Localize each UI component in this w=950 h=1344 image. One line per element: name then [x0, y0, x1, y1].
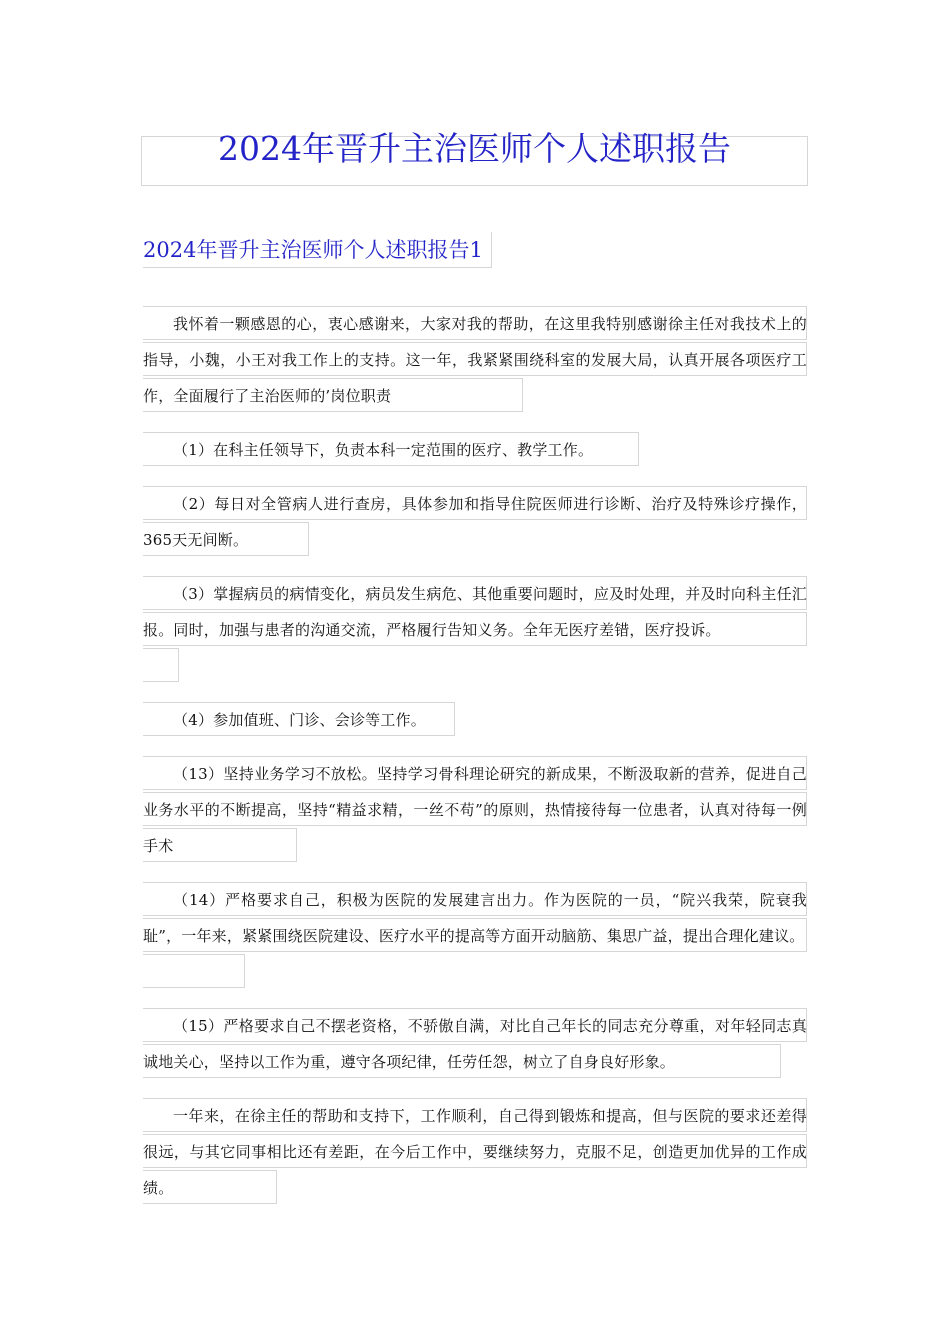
- paragraph-item-13: （13）坚持业务学习不放松。坚持学习骨科理论研究的新成果，不断汲取新的营养，促进自己业务水平的不断提高，坚持“精益求精，一丝不苟”的原则，热情接待每一位患者，认真对待每一例手术: [143, 765, 807, 855]
- document-title: 2024年晋升主治医师个人述职报告: [218, 129, 731, 168]
- paragraph-item-14: （14）严格要求自己，积极为医院的发展建言出力。作为医院的一员，“院兴我荣，院衰我耻”，一年来，紧紧围绕医院建设、医疗水平的提高等方面开动脑筋、集思广益，提出合理化建议。: [143, 891, 807, 945]
- paragraph-item-15: （15）严格要求自己不摆老资格，不骄傲自满，对比自己年长的同志充分尊重，对年轻同志真诚地关心，坚持以工作为重，遵守各项纪律，任劳任怨，树立了自身良好形象。: [143, 1017, 807, 1071]
- paragraph-intro: 我怀着一颗感恩的心，衷心感谢来，大家对我的帮助，在这里我特别感谢徐主任对我技术上的指导，小魏，小王对我工作上的支持。这一年，我紧紧围绕科室的发展大局，认真开展各项医疗工作，全面履行了主治医师的’岗位职责: [143, 315, 807, 405]
- paragraph-conclusion: 一年来，在徐主任的帮助和支持下，工作顺利，自己得到锻炼和提高，但与医院的要求还差得很远，与其它同事相比还有差距，在今后工作中，要继续努力，克服不足，创造更加优异的工作成绩。: [143, 1107, 807, 1197]
- paragraph-item-4: （4）参加值班、门诊、会诊等工作。: [173, 711, 426, 729]
- paragraph-item-3: （3）掌握病员的病情变化，病员发生病危、其他重要问题时，应及时处理，并及时向科主任汇报。同时，加强与患者的沟通交流，严格履行告知义务。全年无医疗差错，医疗投诉。: [143, 585, 807, 639]
- paragraph-item-2: （2）每日对全管病人进行查房，具体参加和指导住院医师进行诊断、治疗及特殊诊疗操作，365天无间断。: [143, 495, 807, 549]
- paragraph-item-1: （1）在科主任领导下，负责本科一定范围的医疗、教学工作。: [173, 441, 594, 459]
- section-heading: 2024年晋升主治医师个人述职报告1: [143, 232, 492, 268]
